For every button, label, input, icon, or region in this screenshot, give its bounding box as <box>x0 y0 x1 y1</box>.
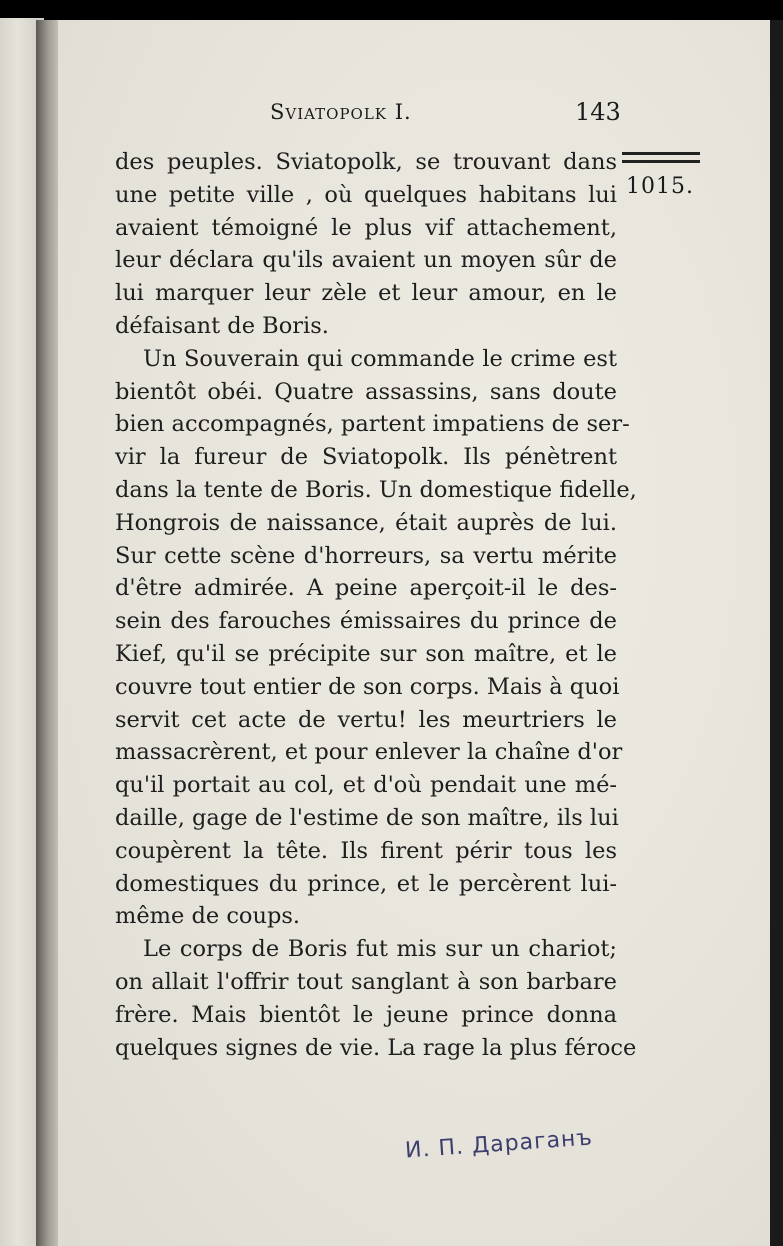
margin-year: 1015. <box>626 174 694 199</box>
text-line: des peuples. Sviatopolk, se trouvant dans <box>115 149 617 175</box>
text-line: lui marquer leur zèle et leur amour, en le <box>115 280 617 307</box>
text-line: on allait l'offrir tout sanglant à son barbare <box>115 968 617 995</box>
text-line: daille, gage de l'estime de son maître, ils lui <box>115 804 619 831</box>
body-text <box>115 146 637 1064</box>
text-line: Un Souverain qui commande le crime est <box>143 345 617 372</box>
text-line: dans la tente de Boris. Un domestique fidelle, <box>115 476 637 503</box>
text-line: leur déclara qu'ils avaient un moyen sûr de <box>115 247 617 274</box>
text-line: Sur cette scène d'horreurs, sa vertu mérite <box>115 542 617 569</box>
text-line: avaient témoigné le plus vif attachement, <box>115 214 617 241</box>
text-line: massacrèrent, et pour enlever la chaîne d'or <box>115 739 623 766</box>
text-line: Kief, qu'il se précipite sur son maître, et le <box>115 640 617 667</box>
page-number: 143 <box>575 98 621 126</box>
margin-rule-top <box>622 152 700 155</box>
text-line: défaisant de Boris. <box>115 312 329 339</box>
margin-rule-bottom <box>622 160 700 163</box>
running-header: Sviatopolk I. <box>270 100 412 124</box>
text-line: bien accompagnés, partent impatiens de ser- <box>115 411 630 438</box>
text-line: coupèrent la tête. Ils firent périr tous les <box>115 837 617 864</box>
text-line: même de coups. <box>115 903 301 930</box>
page-outer-edge <box>770 20 783 1246</box>
text-line: vir la fureur de Sviatopolk. Ils pénètrent <box>115 444 617 471</box>
text-line: bientôt obéi. Quatre assassins, sans doute <box>115 378 617 405</box>
text-line: frère. Mais bientôt le jeune prince donna <box>115 1001 617 1028</box>
ownership-stamp: И. П. Дараганъ <box>404 1125 594 1164</box>
text-line: Hongrois de naissance, était auprès de lui. <box>115 509 617 536</box>
text-line: sein des farouches émissaires du prince de <box>115 608 617 635</box>
text-line: d'être admirée. A peine aperçoit-il le des- <box>115 575 617 602</box>
text-line: Le corps de Boris fut mis sur un chariot; <box>143 936 617 963</box>
text-line: domestiques du prince, et le percèrent lui- <box>115 870 617 897</box>
text-line: qu'il portait au col, et d'où pendait une mé- <box>115 772 617 799</box>
text-line: une petite ville , où quelques habitans lui <box>115 181 617 208</box>
book-gutter <box>36 20 60 1246</box>
text-line: servit cet acte de vertu! les meurtriers le <box>115 706 617 733</box>
text-line: couvre tout entier de son corps. Mais à quoi <box>115 673 620 700</box>
text-line: quelques signes de vie. La rage la plus féroce <box>115 1034 637 1061</box>
